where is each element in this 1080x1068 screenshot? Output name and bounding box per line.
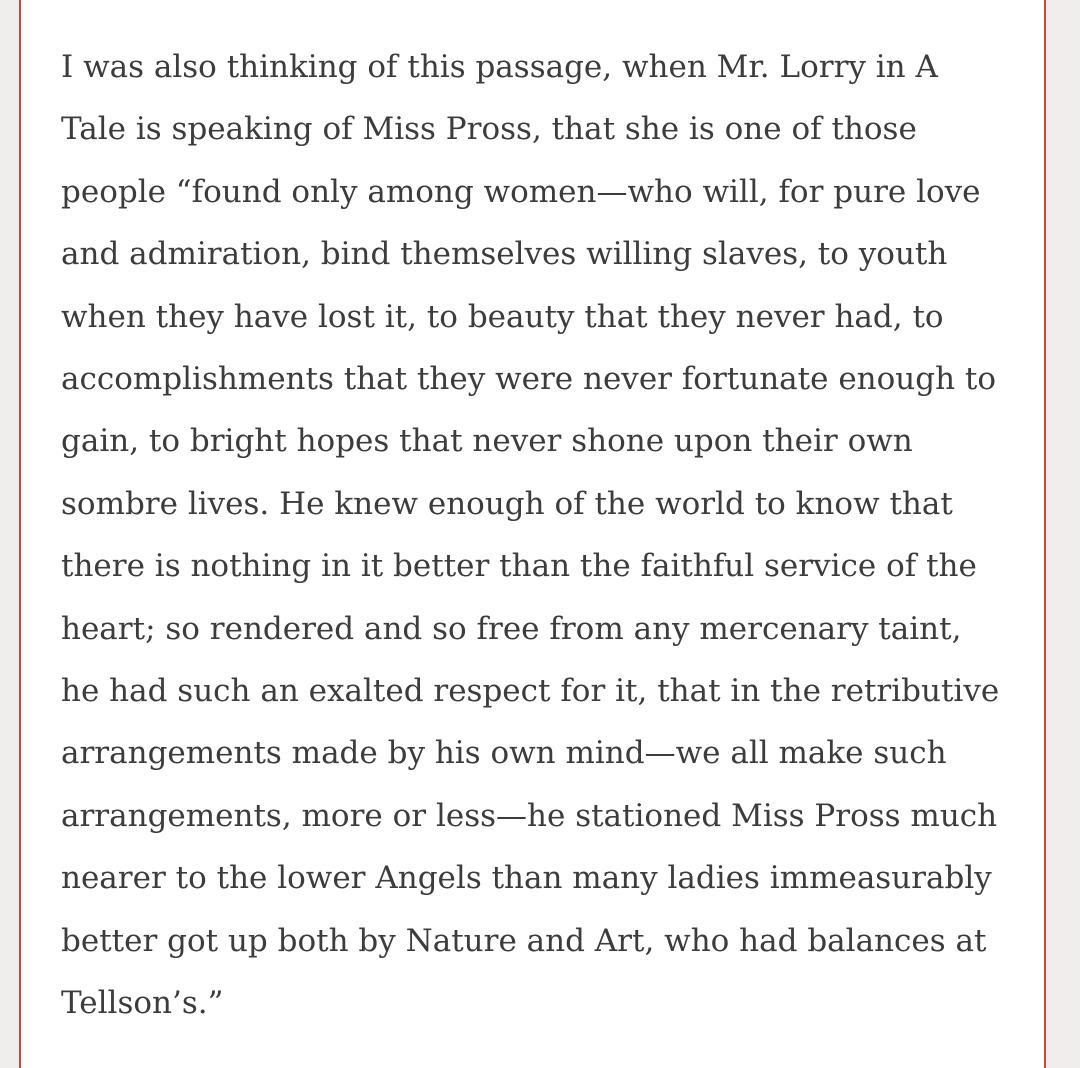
paragraph-line: I was also thinking of this passage, when Mr. Lorry in A [61, 49, 938, 85]
paragraph-line: and admiration, bind themselves willing slaves, to youth [61, 236, 948, 273]
paragraph-line: when they have lost it, to beauty that they never had, to [61, 298, 944, 335]
paragraph-line: arrangements, more or less—he stationed Miss Pross much [61, 797, 998, 834]
paragraph-line: accomplishments that they were never fortunate enough to [61, 361, 997, 398]
paragraph-line: nearer to the lower Angels than many ladies immeasurably [61, 860, 992, 897]
content-card [19, 0, 1046, 1068]
paragraph-line: he had such an exalted respect for it, that in the retributive [61, 673, 1000, 710]
paragraph-line: heart; so rendered and so free from any mercenary taint, [61, 610, 962, 647]
paragraph-line: Tellson’s.” [61, 985, 224, 1022]
paragraph-line: people “found only among women—who will, for pure love [61, 173, 981, 210]
paragraph-line: better got up both by Nature and Art, who had balances at [61, 922, 987, 959]
paragraph-line: Tale is speaking of Miss Pross, that she is one of those [61, 111, 917, 148]
paragraph-line: arrangements made by his own mind—we all make such [61, 735, 947, 772]
quote-paragraph [61, 36, 1031, 1035]
paragraph-line: gain, to bright hopes that never shone upon their own [61, 423, 913, 460]
paragraph-line: sombre lives. He knew enough of the world to know that [61, 485, 953, 522]
paragraph-line: there is nothing in it better than the faithful service of the [61, 548, 977, 585]
